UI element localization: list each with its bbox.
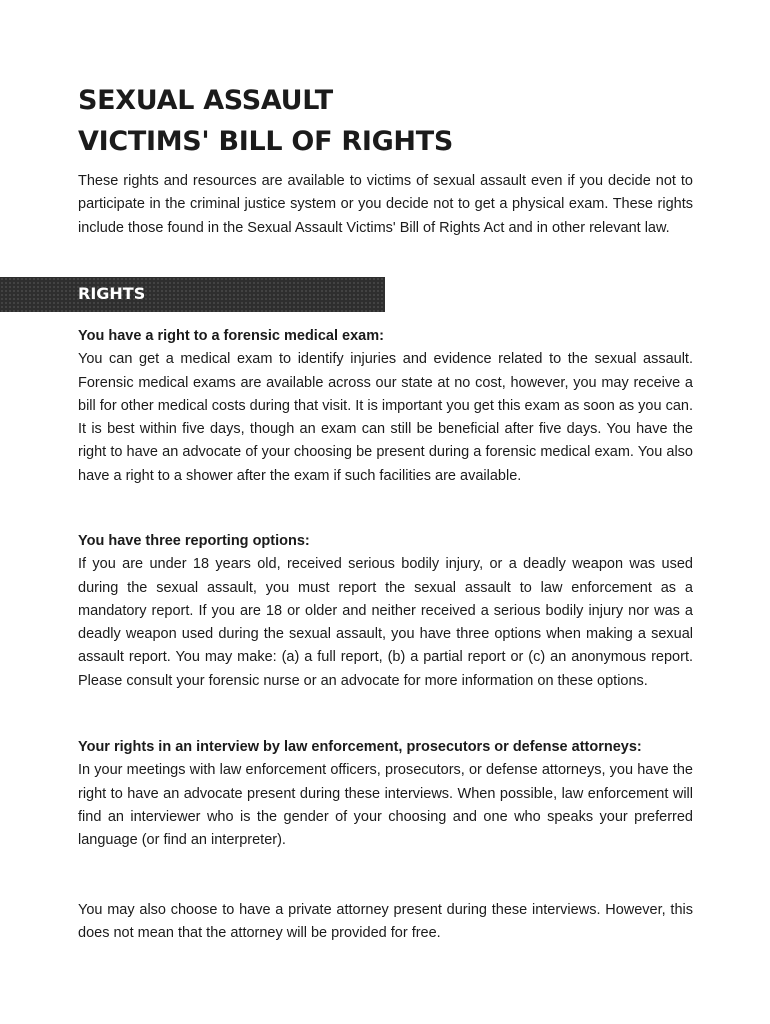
section-heading: You have three reporting options: [78, 533, 310, 549]
section-body: You may also choose to have a private attorney present during these interviews. However, this does not mean that the attorney will be provided for free. [78, 902, 693, 942]
title-line-1: SEXUAL ASSAULT [78, 85, 333, 116]
page-title [78, 80, 453, 162]
section-body: In your meetings with law enforcement officers, prosecutors, or defense attorneys, you have the right to have an advocate present during these interviews. When possible, law enforcement will find an interviewer who is the gender of your choosing and one who speaks your preferred language (or find an interpreter). [78, 762, 693, 849]
section-heading: Your rights in an interview by law enforcement, prosecutors or defense attorneys: [78, 739, 642, 755]
reporting-options-section [78, 530, 693, 693]
private-attorney-paragraph [78, 899, 693, 946]
section-body: You can get a medical exam to identify injuries and evidence related to the sexual assault. Forensic medical exams are available across our state at no cost, however, you may receive a bill for other medical costs during that visit. It is important you get this exam as soon as you can. It is best within five days, though an exam can still be beneficial after five days. You have the right to have an advocate of your choosing be present during a forensic medical exam. You also have a right to a shower after the exam if such facilities are available. [78, 351, 693, 484]
title-line-2: VICTIMS' BILL OF RIGHTS [78, 126, 453, 157]
intro-paragraph: These rights and resources are available to victims of sexual assault even if you decide not to participate in the criminal justice system or you decide not to get a physical exam. These rights include those found in the Sexual Assault Victims' Bill of Rights Act and in other relevant law. [78, 173, 693, 236]
rights-section-banner [0, 277, 385, 312]
section-heading: You have a right to a forensic medical exam: [78, 328, 384, 344]
section-body: If you are under 18 years old, received serious bodily injury, or a deadly weapon was used during the sexual assault, you must report the sexual assault to law enforcement as a mandatory report. If you are 18 or older and neither received a serious bodily injury nor was a deadly weapon used during the sexual assault, you have three options when making a sexual assault report. You may make: (a) a full report, (b) a partial report or (c) an anonymous report. Please consult your forensic nurse or an advocate for more information on these options. [78, 556, 693, 689]
rights-banner-label: RIGHTS [78, 284, 146, 303]
interview-rights-section [78, 736, 693, 852]
forensic-exam-section [78, 325, 693, 488]
